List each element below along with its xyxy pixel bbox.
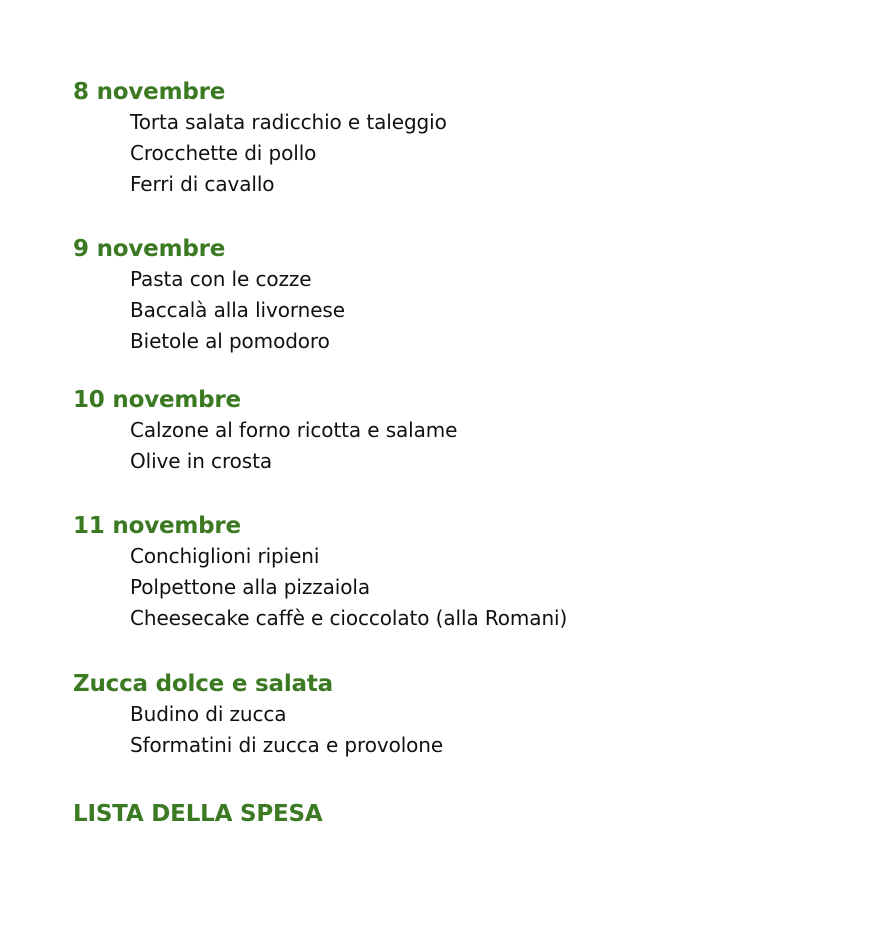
dish-item: Olive in crosta xyxy=(130,449,272,473)
day-section-8-novembre xyxy=(73,77,853,200)
section-title: Zucca dolce e salata xyxy=(73,671,333,697)
day-section-10-novembre xyxy=(73,385,853,477)
dish-list xyxy=(73,264,853,357)
dish-item: Polpettone alla pizzaiola xyxy=(130,575,370,599)
dish-item: Budino di zucca xyxy=(130,702,287,726)
dish-item: Cheesecake caffè e cioccolato (alla Romani) xyxy=(130,606,568,630)
day-section-11-novembre xyxy=(73,511,853,634)
dish-item: Crocchette di pollo xyxy=(130,141,317,165)
dish-item: Baccalà alla livornese xyxy=(130,298,345,322)
dish-item: Sformatini di zucca e provolone xyxy=(130,733,444,757)
dish-item: Torta salata radicchio e taleggio xyxy=(130,110,447,134)
section-zucca-dolce-e-salata xyxy=(73,669,853,761)
shopping-list-title: LISTA DELLA SPESA xyxy=(73,801,323,827)
dish-list xyxy=(73,699,853,761)
section-title: 9 novembre xyxy=(73,236,226,262)
day-section-9-novembre xyxy=(73,234,853,357)
dish-list xyxy=(73,415,853,477)
dish-item: Ferri di cavallo xyxy=(130,172,275,196)
section-title: 11 novembre xyxy=(73,513,241,539)
section-lista-della-spesa xyxy=(73,799,853,829)
dish-item: Pasta con le cozze xyxy=(130,267,312,291)
dish-item: Conchiglioni ripieni xyxy=(130,544,320,568)
dish-item: Bietole al pomodoro xyxy=(130,329,330,353)
section-title: 10 novembre xyxy=(73,387,241,413)
dish-list xyxy=(73,541,853,634)
dish-item: Calzone al forno ricotta e salame xyxy=(130,418,458,442)
section-title: 8 novembre xyxy=(73,79,226,105)
dish-list xyxy=(73,107,853,200)
